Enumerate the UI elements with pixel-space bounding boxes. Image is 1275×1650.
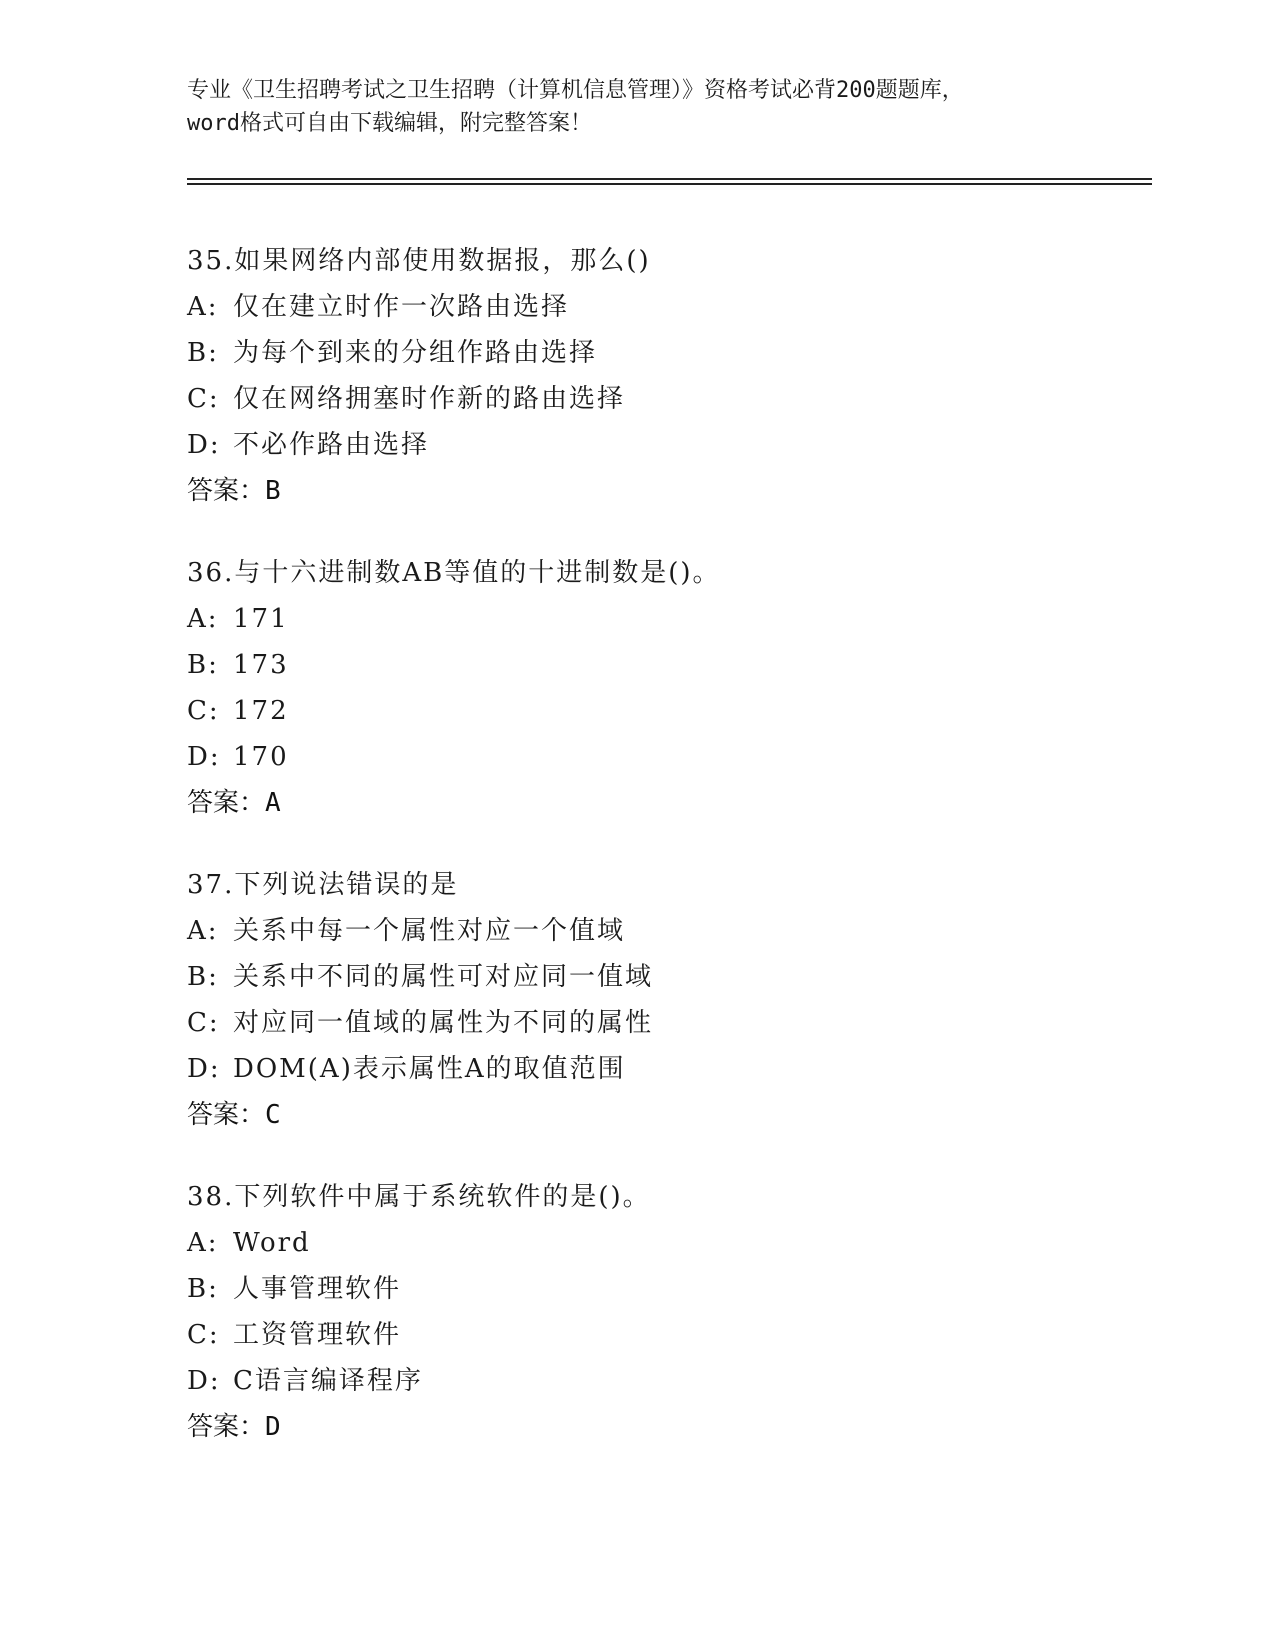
question-stem: 36.与十六进制数AB等值的十进制数是()。 <box>187 558 721 588</box>
answer-line: 答案：C <box>187 1100 281 1130</box>
option-letter: B: <box>187 650 219 680</box>
option-letter: D: <box>187 430 221 460</box>
option-text: C语言编译程序 <box>233 1366 423 1396</box>
option-c <box>187 1000 1147 1046</box>
option-text: 不必作路由选择 <box>233 430 430 460</box>
option-d <box>187 422 1147 468</box>
option-letter: C: <box>187 696 220 726</box>
option-letter: B: <box>187 962 219 992</box>
answer-line: 答案：D <box>187 1412 281 1442</box>
option-a <box>187 1220 1147 1266</box>
question-stem: 37.下列说法错误的是 <box>187 870 459 900</box>
question-stem: 38.下列软件中属于系统软件的是()。 <box>187 1182 651 1212</box>
option-letter: D: <box>187 742 221 772</box>
header-title-line-2: word格式可自由下载编辑，附完整答案！ <box>187 111 592 136</box>
option-d <box>187 734 1147 780</box>
option-text: 关系中每一个属性对应一个值域 <box>233 916 626 946</box>
header-divider-bottom <box>187 183 1152 185</box>
header-divider-top <box>187 178 1152 180</box>
option-text: Word <box>233 1228 311 1258</box>
option-text: 人事管理软件 <box>233 1274 402 1304</box>
option-b <box>187 1266 1147 1312</box>
question-block <box>187 862 1147 1138</box>
option-c <box>187 688 1147 734</box>
question-list <box>187 238 1147 1486</box>
option-letter: A: <box>187 1228 219 1258</box>
option-a <box>187 284 1147 330</box>
option-letter: C: <box>187 1008 220 1038</box>
question-block <box>187 238 1147 514</box>
option-a <box>187 908 1147 954</box>
option-a <box>187 596 1147 642</box>
option-b <box>187 330 1147 376</box>
answer-line: 答案：B <box>187 476 281 506</box>
option-letter: A: <box>187 916 219 946</box>
option-text: 工资管理软件 <box>233 1320 402 1350</box>
option-b <box>187 954 1147 1000</box>
option-text: DOM(A)表示属性A的取值范围 <box>233 1054 626 1084</box>
option-letter: B: <box>187 1274 219 1304</box>
option-text: 172 <box>233 696 289 726</box>
option-letter: C: <box>187 1320 220 1350</box>
option-text: 170 <box>233 742 289 772</box>
option-letter: D: <box>187 1054 221 1084</box>
option-c <box>187 1312 1147 1358</box>
option-letter: D: <box>187 1366 221 1396</box>
option-text: 173 <box>233 650 289 680</box>
question-block <box>187 550 1147 826</box>
header-title-line-1: 专业《卫生招聘考试之卫生招聘（计算机信息管理）》资格考试必背200题题库， <box>187 78 964 103</box>
option-letter: C: <box>187 384 220 414</box>
option-letter: A: <box>187 292 219 322</box>
question-stem: 35.如果网络内部使用数据报，那么() <box>187 246 651 276</box>
question-block <box>187 1174 1147 1450</box>
option-d <box>187 1358 1147 1404</box>
answer-line: 答案：A <box>187 788 281 818</box>
option-text: 对应同一值域的属性为不同的属性 <box>233 1008 654 1038</box>
option-c <box>187 376 1147 422</box>
option-text: 仅在网络拥塞时作新的路由选择 <box>233 384 626 414</box>
option-letter: A: <box>187 604 219 634</box>
document-header <box>187 74 1087 140</box>
option-d <box>187 1046 1147 1092</box>
option-text: 171 <box>233 604 289 634</box>
option-letter: B: <box>187 338 219 368</box>
option-text: 为每个到来的分组作路由选择 <box>233 338 598 368</box>
option-text: 关系中不同的属性可对应同一值域 <box>233 962 654 992</box>
option-b <box>187 642 1147 688</box>
option-text: 仅在建立时作一次路由选择 <box>233 292 570 322</box>
